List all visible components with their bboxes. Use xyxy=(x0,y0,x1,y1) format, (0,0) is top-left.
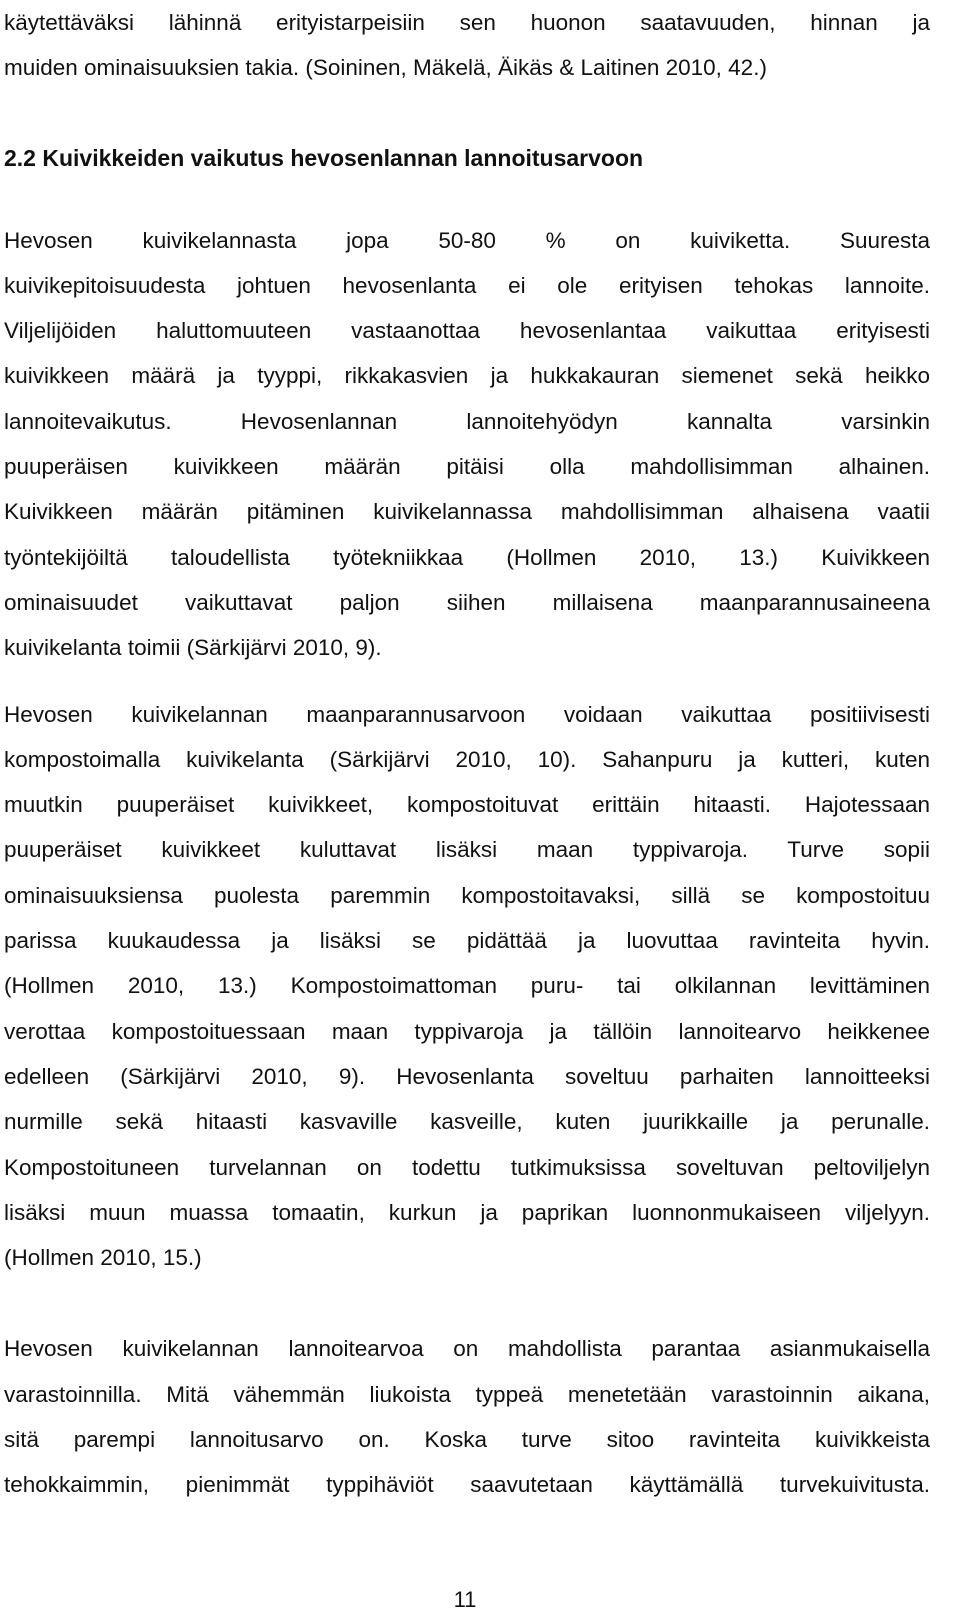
text-line: (Hollmen 2010, 15.) xyxy=(4,1245,202,1271)
text-line: Hevosen kuivikelannan maanparannusarvoon voidaan vaikuttaa positiivisesti xyxy=(4,701,930,727)
text-line: (Hollmen 2010, 13.) Kompostoimattoman puru- tai olkilannan levittäminen xyxy=(4,973,930,999)
text-line: kompostoimalla kuivikelanta (Särkijärvi 2010, 10). Sahanpuru ja kutteri, kuten xyxy=(4,746,930,772)
text-line: ominaisuuksiensa puolesta paremmin kompostoitavaksi, sillä se kompostoituu xyxy=(4,882,930,908)
text-line: muiden ominaisuuksien takia. (Soininen, Mäkelä, Äikäs & Laitinen 2010, 42.) xyxy=(4,55,767,81)
document-page xyxy=(4,0,930,1508)
text-line: muutkin puuperäiset kuivikkeet, kompostoituvat erittäin hitaasti. Hajotessaan xyxy=(4,792,930,818)
text-line: kuivikepitoisuudesta johtuen hevosenlanta ei ole erityisen tehokas lannoite. xyxy=(4,272,930,298)
paragraph-1 xyxy=(4,218,930,671)
text-line: Hevosen kuivikelannasta jopa 50-80 % on kuiviketta. Suuresta xyxy=(4,227,930,253)
text-line: lannoitevaikutus. Hevosenlannan lannoitehyödyn kannalta varsinkin xyxy=(4,408,930,434)
paragraph-3 xyxy=(4,1326,930,1507)
text-line: puuperäiset kuivikkeet kuluttavat lisäksi maan typpivaroja. Turve sopii xyxy=(4,837,930,863)
text-line: Viljelijöiden haluttomuuteen vastaanottaa hevosenlantaa vaikuttaa erityisesti xyxy=(4,318,930,344)
page-number: 11 xyxy=(453,1587,477,1612)
text-line: Kompostoituneen turvelannan on todettu tutkimuksissa soveltuvan peltoviljelyn xyxy=(4,1154,930,1180)
text-line: parissa kuukaudessa ja lisäksi se pidättää ja luovuttaa ravinteita hyvin. xyxy=(4,928,930,954)
paragraph-2 xyxy=(4,692,930,1281)
text-line: kuivikelanta toimii (Särkijärvi 2010, 9). xyxy=(4,635,382,661)
text-line: varastoinnilla. Mitä vähemmän liukoista typpeä menetetään varastoinnin aikana, xyxy=(4,1381,930,1407)
text-line: työntekijöiltä taloudellista työtekniikkaa (Hollmen 2010, 13.) Kuivikkeen xyxy=(4,544,930,570)
text-line: tehokkaimmin, pienimmät typpihäviöt saavutetaan käyttämällä turvekuivitusta. xyxy=(4,1472,930,1498)
text-line: verottaa kompostoituessaan maan typpivaroja ja tällöin lannoitearvo heikkenee xyxy=(4,1018,930,1044)
section-heading: 2.2 Kuivikkeiden vaikutus hevosenlannan lannoitusarvoon xyxy=(4,144,644,171)
text-line: käytettäväksi lähinnä erityistarpeisiin sen huonon saatavuuden, hinnan ja xyxy=(4,10,930,35)
text-line: puuperäisen kuivikkeen määrän pitäisi olla mahdollisimman alhainen. xyxy=(4,454,930,480)
text-line: Hevosen kuivikelannan lannoitearvoa on mahdollista parantaa asianmukaisella xyxy=(4,1336,930,1362)
text-line: ominaisuudet vaikuttavat paljon siihen millaisena maanparannusaineena xyxy=(4,589,930,615)
text-line: nurmille sekä hitaasti kasvaville kasveille, kuten juurikkaille ja perunalle. xyxy=(4,1109,930,1135)
text-line: Kuivikkeen määrän pitäminen kuivikelannassa mahdollisimman alhaisena vaatii xyxy=(4,499,930,525)
text-line: edelleen (Särkijärvi 2010, 9). Hevosenlanta soveltuu parhaiten lannoitteeksi xyxy=(4,1063,930,1089)
text-line: kuivikkeen määrä ja tyyppi, rikkakasvien ja hukkakauran siemenet sekä heikko xyxy=(4,363,930,389)
text-line: lisäksi muun muassa tomaatin, kurkun ja paprikan luonnonmukaiseen viljelyyn. xyxy=(4,1199,930,1225)
text-line: sitä parempi lannoitusarvo on. Koska turve sitoo ravinteita kuivikkeista xyxy=(4,1427,930,1453)
intro-paragraph xyxy=(4,0,930,91)
